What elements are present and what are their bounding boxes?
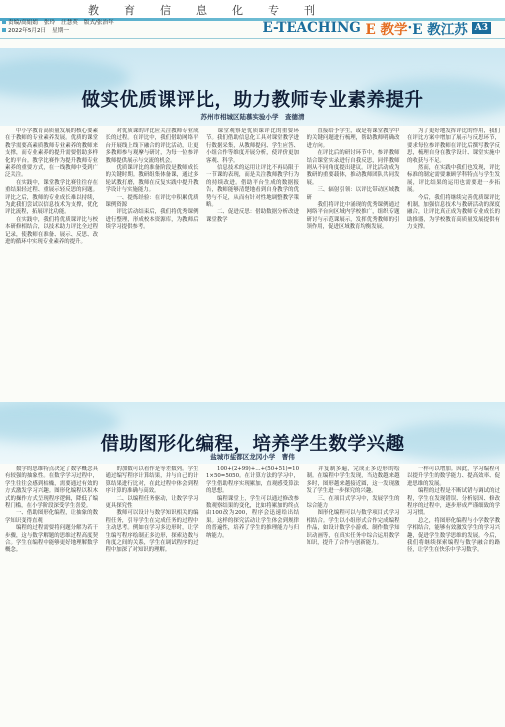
masthead-char: 化 xyxy=(232,3,244,17)
article1-column: 对优质课的评比应关注教师专业成长的过程。在评比中，我们借助网络平台开展线上线下融合的评比活动，让更多教师参与观摩与研讨，为每一位参评教师提供展示与交流的机会。 优质课评比的准备阶段是教师成长的关键时期。教研组集体备课，通过多轮试教打磨，教师在反复实践中提升教学设计与实施能力。 一、提炼经验：在评比中积累优质课例资源 评比活动结束后，我们将优秀课例进行整理，形成校本资源库，为教师后续学习提供参考。 xyxy=(105,128,199,231)
masthead-words xyxy=(88,2,316,18)
header-divider xyxy=(0,38,505,39)
editor-credit: 责编/高娟娟 xyxy=(8,20,38,26)
article2-column: 100+(2+99)+…+(50+51)=101×50=5050。在计算方法的学习中，学生借助程序实现累加，直观感受算法的思想。 编程课堂上，学生可以通过修改参数观察结果的变化，比如将累加的终点由100改为200，程序会迅速给出结果。这样的探究活动让学生体会到规律的普遍性，培养了学生的推理能力与归纳能力。 xyxy=(206,466,299,539)
masthead-char: 信 xyxy=(160,3,172,17)
brand-right: E 教江苏 xyxy=(412,22,468,38)
article1-title: 做实优质课评比，助力教师专业素养提升 xyxy=(81,90,424,111)
article1-column: 中小学教育高质量发展的核心要素在于教师的专业素养发展。优质的课堂教学需要高素质教师专业素养的教师来支撑，而专业素养的提升需要借助多样化的平台。教学比赛作为提升教师专业素养的重要方式，在一线教师中受到广泛关注。 在实践中，课堂教学比赛往往存在重结果轻过程、重展示轻反思的问题。评比之后，教师的专业成长难以持续，为此我们尝试以信息技术为支撑，优化评比流程，拓展评比功能。 在实践中，我们将优质课评比与校本研修相结合，以技术助力评比全过程记录，使教师在准备、展示、反思、改进的循环中实现专业素养的提升。 xyxy=(5,128,98,246)
brand-main: E 教学 xyxy=(365,22,408,38)
square-bullet-icon xyxy=(2,20,6,24)
article1-column: 为了更好地发挥评比的作用，我们在评比方案中增加了展示与反思环节，要求每位参评教师在评比后撰写教学反思，梳理自身在教学设计、课堂实施中的收获与不足。 然而，在实践中我们也发现，评比标准的制定需要兼顾学科特点与学生发展，评比结果的运用也需要进一步拓展。 今后，我们将继续完善优质课评比机制，加强信息技术与教研活动的深度融合，让评比真正成为教师专业成长的助推器，为学校教育高质量发展提供有力支撑。 xyxy=(407,128,500,231)
brand-left: E-TEACHING xyxy=(262,20,361,36)
reporter-credit: 汪慧英 xyxy=(61,20,78,26)
section-brand xyxy=(262,20,491,36)
masthead-bar xyxy=(0,0,505,19)
masthead-char: 息 xyxy=(196,3,208,17)
issue-meta xyxy=(2,20,172,35)
masthead-char: 刊 xyxy=(304,3,316,17)
article1-body xyxy=(5,128,500,398)
article2-column: 一样可以增加。因此，学习编程可以提升学生的数学能力、提高效率、促进思维的发展。 编程的过程是不断试错与调试的过程，学生在发现错误、分析原因、修改程序的过程中，逐步形成严谨细致的学习习惯。 总之，将图形化编程与小学数学教学相结合，能够有效激发学生的学习兴趣，促进学生数学思维的发展。今后，我们将继续探索编程与数学融合的路径，让学生在快乐中学习数学。 xyxy=(407,466,500,554)
proof-credit: 张玲 xyxy=(43,20,56,26)
article2-title: 借助图形化编程，培养学生数学兴趣 xyxy=(100,434,405,455)
brand-separator: · xyxy=(407,20,413,36)
issue-date: 2022年5月2日 xyxy=(8,27,47,34)
masthead-char: 教 xyxy=(88,3,100,17)
issue-weekday: 星期一 xyxy=(52,27,69,34)
article1-column: 课堂观察是优质课评比的重要环节。我们借助信息化工具对课堂教学进行数据采集，从教师提问、学生应答、小组合作等维度开展分析，使评价更加客观、科学。 信息技术的运用让评比不再局限于一节课的表现，而是关注教师教学行为的持续改进。借助平台生成的数据报告，教师能够清楚地看到自身教学的优势与不足，从而有针对性地调整教学策略。 二、促进反思：借助数据分析改进课堂教学 xyxy=(206,128,299,223)
masthead-char: 专 xyxy=(268,3,280,17)
page-number: A3 xyxy=(472,22,491,34)
article2-column: 数学的思维特点决定了数学概念具有较强的抽象性。在数学学习过程中，学生往往会感到枯燥，需要通过有效的方式激发学习兴趣。图形化编程以积木式的操作方式呈现程序逻辑，降低了编程门槛，在小学阶段深受学生喜爱。 一、借助图形化编程，让抽象的数学知识变得直观 编程的过程需要将问题分解为若干步骤，这与数学解题的思维过程高度契合。学生在编程中能够更好地理解数学概念。 xyxy=(5,466,98,554)
square-bullet-icon xyxy=(2,28,6,32)
article2-body xyxy=(5,466,500,724)
design-credit: 版式/张治年 xyxy=(83,20,114,26)
article2-column: 的加数可以看作是等差数列。学生通过编写程序计算结果，并与自己的计算结果进行比对，在此过程中体会到程序计算的准确与高效。 二、以编程任务驱动，让数学学习更具探究性 教师可以设计与数学知识相关的编程任务，引导学生在完成任务的过程中主动思考。例如在学习多边形时，让学生编写程序绘制正多边形，探索边数与角度之间的关系，学生在调试程序的过程中加深了对知识的理解。 xyxy=(105,466,199,554)
masthead-char: 育 xyxy=(124,3,136,17)
article1-column: 直接给予学生，或是将课堂教学中的关键问题进行梳理，帮助教师明确改进方向。 在评比后的研讨环节中，参评教师结合课堂实录进行自我反思，同伴教师则从不同角度提出建议。评比活动成为教研的重要载体，推动教师团队共同发展。 三、辐射引领：以评比带动区域教研 我们将评比中涌现的优秀课例通过网络平台向区域内学校推广，组织专题研讨与示范课展示，发挥优秀教师的引领作用，促进区域教育均衡发展。 xyxy=(306,128,400,231)
article2-column: 并复制多遍，完成正多边形的绘制。在编程中学生发现，当边数越来越多时，图形越来越接近圆，这一发现激发了学生进一步探究的兴趣。 三、在项目式学习中，发展学生的综合能力 图形化编程可以与数学项目式学习相结合。学生以小组形式合作完成编程作品，如设计数学小游戏、制作数学知识动画等，在真实任务中综合运用数学知识，提升了合作与创新能力。 xyxy=(306,466,400,547)
article1-author: 苏州市相城区陆慕实验小学 查德清 xyxy=(200,113,305,121)
article2-author: 盐城市盐都区龙冈小学 曹伟 xyxy=(210,453,295,461)
